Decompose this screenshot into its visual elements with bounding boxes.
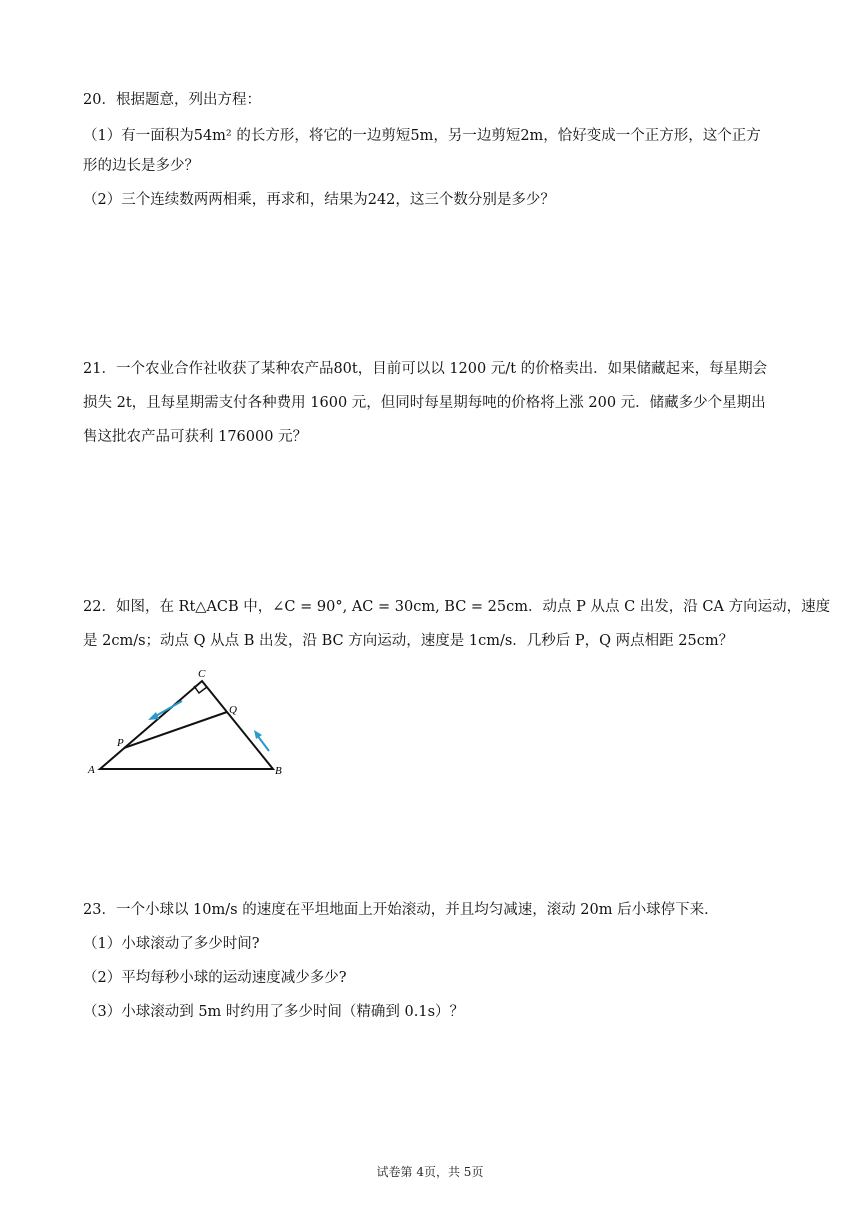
triangle-acb — [100, 681, 273, 769]
segment-pq — [124, 712, 227, 748]
label-c: C — [198, 668, 206, 680]
q20-part1-line2: 形的边长是多少？ — [83, 158, 199, 174]
label-p: P — [117, 737, 124, 749]
triangle-figure — [80, 664, 290, 780]
q23-part2: （2）平均每秒小球的运动速度减少多少? — [83, 970, 347, 986]
arrow-along-ca — [148, 701, 182, 720]
q21-line1: 21．一个农业合作社收获了某种农产品80t，目前可以以 1200 元/t 的价格卖出．如果储藏起来，每星期会 — [83, 361, 768, 377]
label-b: B — [275, 765, 282, 777]
label-a: A — [88, 764, 95, 776]
q21-line2: 损失 2t，且每星期需支付各种费用 1600 元，但同时每星期每吨的价格将上涨 200 元．储藏多少个星期出 — [83, 395, 766, 411]
q22-line2: 是 2cm/s；动点 Q 从点 B 出发，沿 BC 方向运动，速度是 1cm/s．几秒后 P，Q 两点相距 25cm？ — [83, 633, 734, 649]
q20-part1-line1: （1）有一面积为54m² 的长方形，将它的一边剪短5m，另一边剪短2m，恰好变成一个正方形，这个正方 — [83, 128, 761, 144]
q20-header: 20．根据题意，列出方程： — [83, 92, 261, 108]
page-footer: 试卷第 4页，共 5页 — [376, 1165, 484, 1179]
q23-part3: （3）小球滚动到 5m 时约用了多少时间（精确到 0.1s）？ — [83, 1004, 465, 1020]
q23-part1: （1）小球滚动了多少时间? — [83, 936, 260, 952]
q20-part2: （2）三个连续数两两相乘，再求和，结果为242，这三个数分别是多少？ — [83, 192, 555, 208]
q21-line3: 售这批农产品可获利 176000 元？ — [83, 429, 308, 445]
q22-line1: 22．如图，在 Rt△ACB 中，∠C = 90°, AC = 30cm, BC = 25cm．动点 P 从点 C 出发，沿 CA 方向运动，速度 — [83, 599, 831, 615]
q23-line1: 23．一个小球以 10m/s 的速度在平坦地面上开始滚动，并且均匀减速，滚动 20m 后小球停下来． — [83, 902, 719, 918]
label-q: Q — [229, 704, 237, 716]
